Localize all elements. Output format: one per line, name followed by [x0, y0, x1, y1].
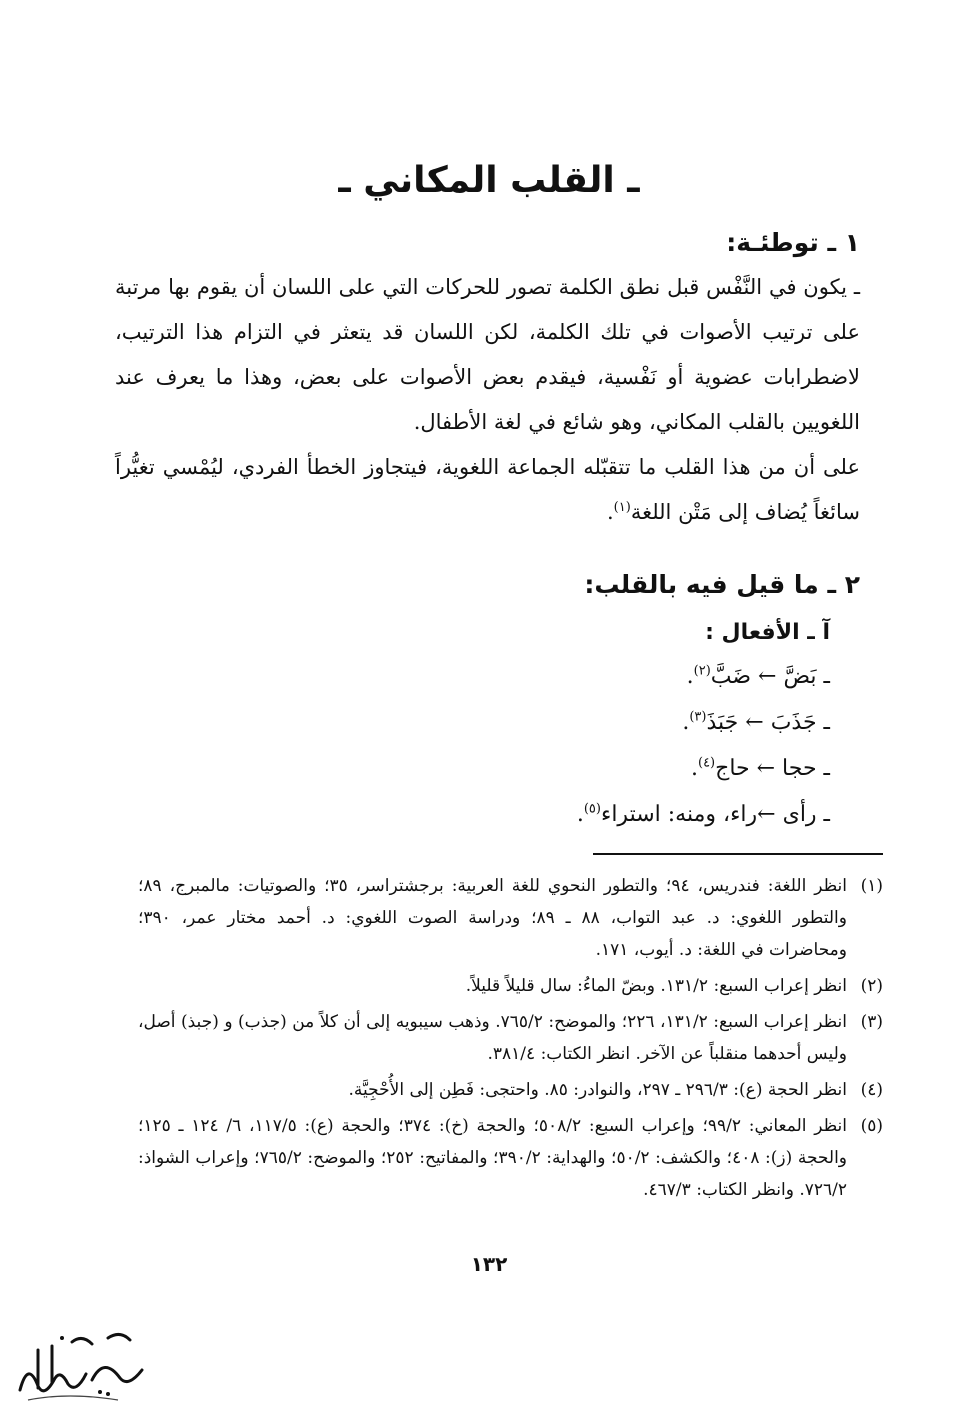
subsection-verbs-heading: آ ـ الأفعال : [705, 620, 830, 645]
footnote-item [138, 1074, 883, 1106]
example-end: . [690, 756, 698, 781]
footnote-text: انظر اللغة: فندريس، ٩٤؛ والتطور النحوي للغة العربية: برجشتراسر، ٣٥؛ والصوتيات: مالمبرج، ٨٩؛ والتطور اللغوي: د. عبد التواب، ٨٨ ـ ٨٩؛ ودراسة الصوت اللغوي: د. أحمد مختار عمر، ٣٩٠؛ ومحاضرات في اللغة: د. أيوب، ١٧١. [138, 876, 847, 960]
footnote-text: انظر الحجة (ع): ٢٩٦/٣ ـ ٢٩٧، والنوادر: ٨٥. واحتجى: فَطِن إلى الأُحْجِيَّة. [348, 1080, 847, 1100]
example-end: . [682, 710, 690, 735]
footnote-ref-3: (٣) [689, 709, 707, 725]
examples-list [230, 654, 830, 838]
paragraph-2-text: على أن من هذا القلب ما تتقبّله الجماعة اللغوية، فيتجاوز الخطأ الفردي، ليُمْسي تغيُّراً سائغاً يُضاف إلى مَتْن اللغة [115, 455, 860, 524]
example-end: . [576, 802, 584, 827]
example-text: ـ جَذَبَ ← جَبَذَ [706, 710, 830, 735]
section-1-body [115, 265, 860, 535]
page-number: ١٣٢ [470, 1252, 508, 1276]
section-1-paragraph-2 [115, 445, 860, 535]
section-2-heading: ٢ ـ ما قيل فيه بالقلب: [584, 570, 860, 599]
footnote-text: انظر المعاني: ٩٩/٢؛ وإعراب السبع: ٥٠٨/٢؛ والحجة (خ): ٣٧٤؛ والحجة (ع): ١١٧/٥، ٦/ ١٢٤ ـ ١٢٥؛ والحجة (ز): ٤٠٨؛ والكشف: ٥٠/٢؛ والهداية: ٣٩٠/٢؛ والمفاتيح: ٢٥٢؛ والموضح: ٧٦٥/٢؛ وإعراب الشواذ: ٧٢٦/٢. وانظر الكتاب: ٤٦٧/٣. [138, 1116, 848, 1200]
section-1-heading: ١ ـ توطئـة: [726, 228, 860, 257]
example-text: ـ حجا ← حاج [715, 756, 830, 781]
footnote-ref-5: (٥) [583, 801, 601, 817]
footnote-item [138, 970, 883, 1002]
calligraphy-stamp-logo [8, 1320, 158, 1405]
footnote-number: (٢) [860, 976, 883, 996]
chapter-title: ـ القلب المكاني ـ [338, 160, 640, 201]
example-item [230, 700, 830, 746]
paragraph-2-end: . [606, 500, 614, 524]
footnote-number: (١) [860, 876, 883, 896]
footnote-text: انظر إعراب السبع: ١٣١/٢. وبضّ الماءُ: سال قليلاً قليلاً. [465, 976, 847, 996]
footnote-item [138, 870, 883, 966]
footnote-number: (٥) [860, 1116, 883, 1136]
footnote-item [138, 1110, 883, 1206]
footnote-number: (٤) [860, 1080, 883, 1100]
footnote-text: انظر إعراب السبع: ١٣١/٢، ٢٢٦؛ والموضح: ٧٦٥/٢. وذهب سيبويه إلى أن كلاً من (جذب) و (جبذ) أصل، وليس أحدهما منقلباً عن الآخر. انظر الكتاب: ٣٨١/٤. [138, 1012, 847, 1064]
footnote-ref-2: (٢) [693, 663, 711, 679]
footnote-ref-1: (١) [613, 500, 631, 515]
footnote-divider [593, 853, 883, 855]
example-text: ـ بَضَّ ← ضَبَّ [710, 664, 830, 689]
section-1-paragraph-1: ـ يكون في النَّفْس قبل نطق الكلمة تصور للحركات التي على اللسان أن يقوم بها مرتبة على ترتيب الأصوات في تلك الكلمة، لكن اللسان قد يتعثر في التزام هذا الترتيب، لاضطرابات عضوية أو نَفْسية، فيقدم بعض الأصوات على بعض، وهذا ما يعرف عند اللغويين بالقلب المكاني، وهو شائع في لغة الأطفال. [115, 275, 861, 434]
example-item [230, 792, 830, 838]
footnote-ref-4: (٤) [697, 755, 716, 771]
example-item [230, 654, 830, 700]
example-text: ـ رأى ←راء، ومنه: استراء [600, 802, 830, 827]
footnote-number: (٣) [860, 1012, 883, 1032]
example-item [230, 746, 830, 792]
footnotes-list [138, 870, 883, 1210]
footnote-item [138, 1006, 883, 1070]
example-end: . [686, 664, 694, 689]
